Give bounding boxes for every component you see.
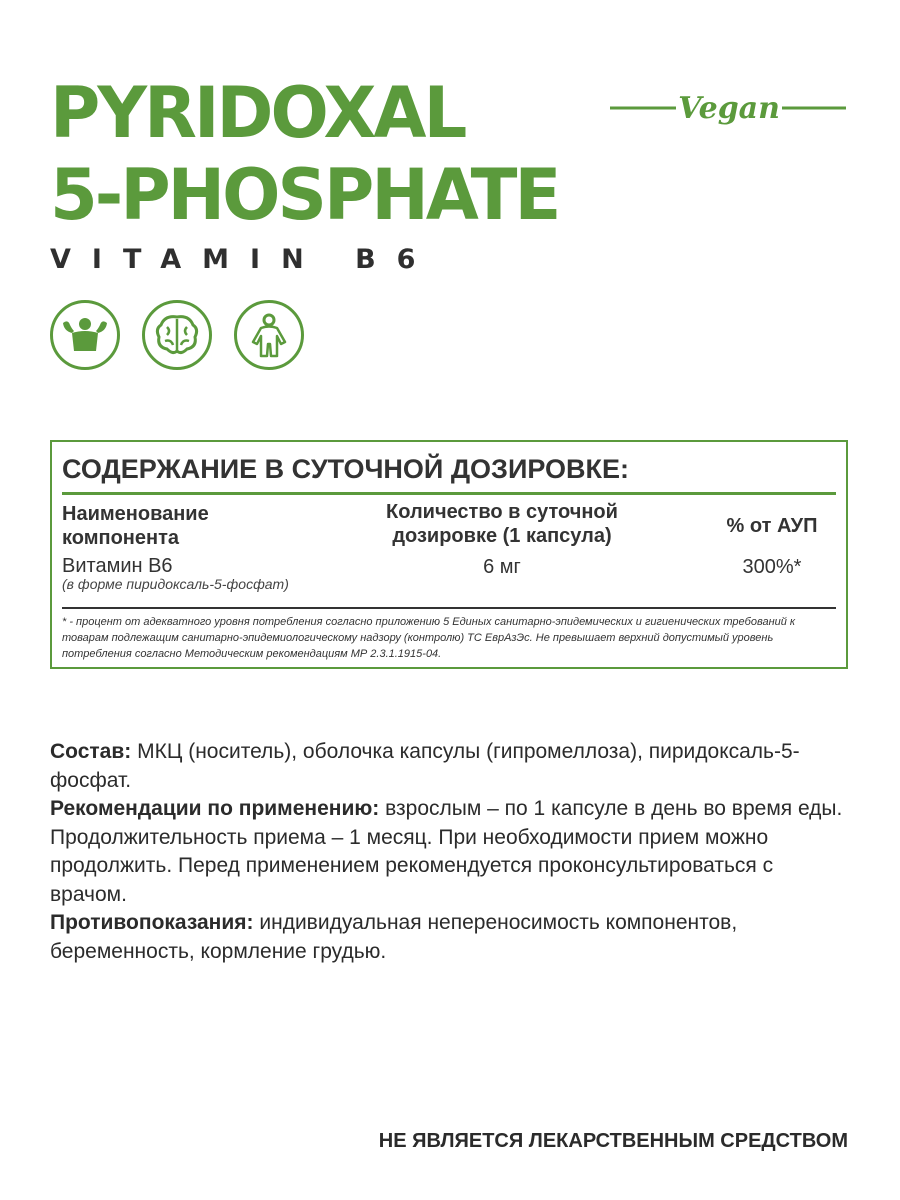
col-header-amount: [352, 500, 652, 548]
product-subtitle: VITAMIN B6: [50, 244, 437, 275]
contraindications-label: Противопоказания:: [50, 911, 254, 934]
product-title: [50, 72, 558, 236]
usage-text: взрослым – по 1 капсуле в день во время еды. Продолжительность приема – 1 месяц. При необходимости прием можно продолжить. Перед применением рекомендуется проконсультироваться с врачом.: [50, 797, 843, 906]
col-header-percent: % от АУП: [726, 515, 818, 537]
brain-icon: [142, 300, 212, 370]
person-icon: [234, 300, 304, 370]
col-header-amount-line2: дозировке (1 капсула): [392, 525, 612, 547]
muscle-icon: [50, 300, 120, 370]
product-info: [50, 738, 850, 966]
contraindications-text: индивидуальная непереносимость компонентов, беременность, кормление грудью.: [50, 911, 738, 963]
disclaimer: НЕ ЯВЛЯЕТСЯ ЛЕКАРСТВЕННЫМ СРЕДСТВОМ: [378, 1130, 848, 1152]
dosage-panel: [50, 440, 848, 669]
benefit-icons: [50, 300, 304, 370]
vegan-badge-label: Vegan: [678, 91, 780, 126]
usage: [50, 795, 850, 909]
composition-label: Состав:: [50, 740, 132, 763]
composition: [50, 738, 850, 795]
row-percent: 300%*: [742, 556, 802, 578]
row-amount: 6 мг: [483, 556, 521, 578]
row-component-note: (в форме пиридоксаль-5-фосфат): [62, 576, 289, 592]
col-header-amount-line1: Количество в суточной: [386, 501, 618, 523]
row-component-name: Витамин В6: [62, 555, 173, 577]
col-header-component-line2: компонента: [62, 527, 179, 549]
col-header-component: [62, 502, 209, 550]
composition-text: МКЦ (носитель), оболочка капсулы (гипромеллоза), пиридоксаль-5-фосфат.: [50, 740, 800, 792]
title-divider: [62, 492, 836, 495]
product-title-line1: PYRIDOXAL: [50, 72, 465, 154]
contraindications: [50, 909, 850, 966]
dosage-title: СОДЕРЖАНИЕ В СУТОЧНОЙ ДОЗИРОВКЕ:: [62, 454, 630, 484]
col-header-component-line1: Наименование: [62, 503, 209, 525]
footnote-divider: [62, 607, 836, 609]
footnote: * - процент от адекватного уровня потребления согласно приложению 5 Единых санитарно-эпидемических и гигиенических требований к товарам подлежащим санитарно-эпидемиологическому надзору (контролю) ТС ЕврАзЭс. Не превышает верхний допустимый уровень потребления согласно Методическим рекомендациям МР 2.3.1.1915-04.: [62, 616, 796, 660]
product-title-line2: 5-PHOSPHATE: [50, 154, 559, 236]
usage-label: Рекомендации по применению:: [50, 797, 380, 820]
vegan-badge: [610, 80, 846, 136]
